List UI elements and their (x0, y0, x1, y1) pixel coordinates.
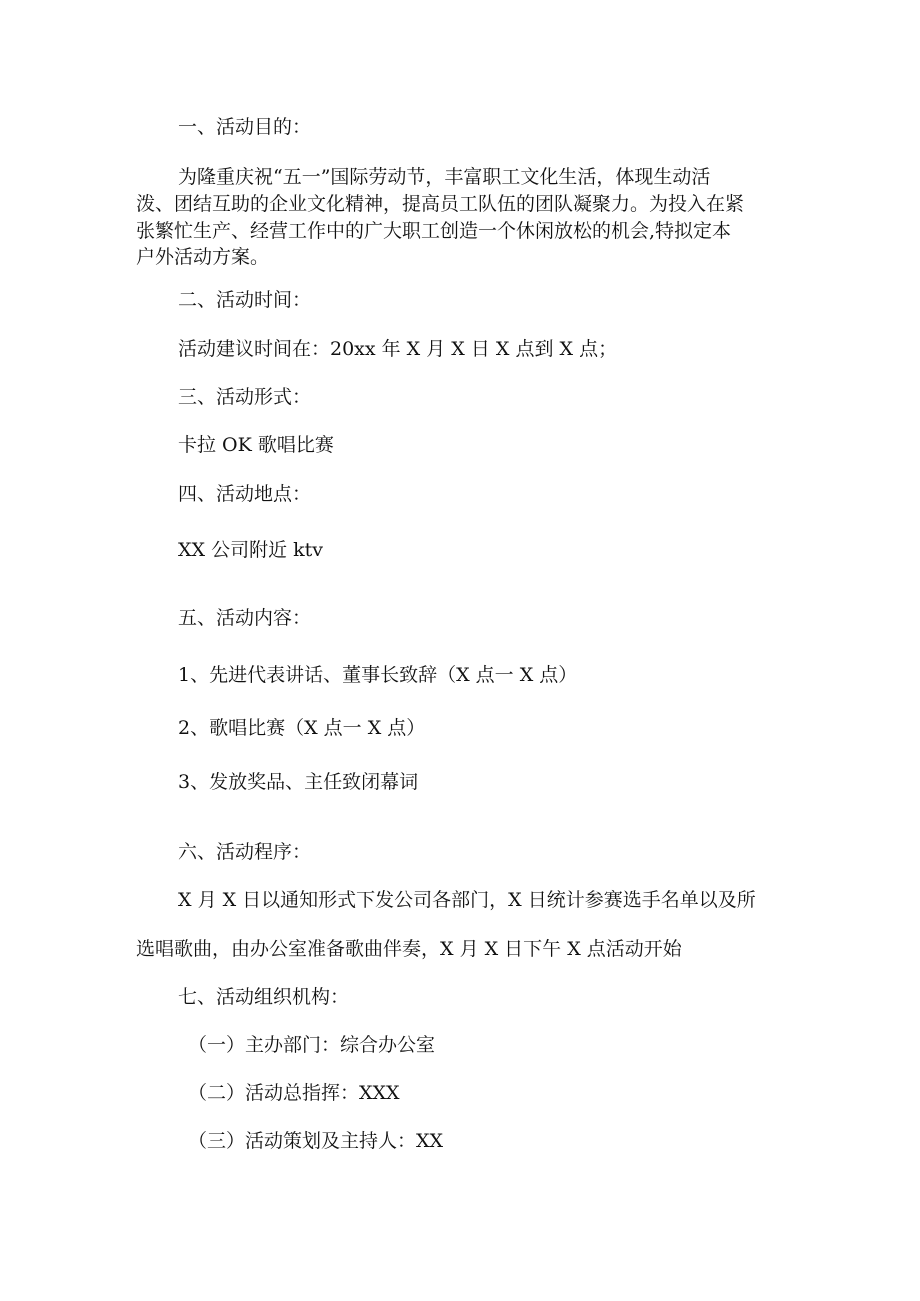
organization-heading: 七、活动组织机构： (178, 986, 350, 1008)
procedure-heading: 六、活动程序： (178, 841, 312, 863)
organization-item-3: （三）活动策划及主持人：XX (188, 1130, 444, 1152)
time-heading: 二、活动时间： (178, 289, 312, 311)
content-heading: 五、活动内容： (178, 607, 312, 629)
procedure-paragraph-line-2: 选唱歌曲，由办公室准备歌曲伴奏，X 月 X 日下午 X 点活动开始 (136, 938, 682, 960)
content-item-1: 1、先进代表讲话、董事长致辞（X 点一 X 点） (178, 664, 578, 686)
content-item-2: 2、歌唱比赛（X 点一 X 点） (178, 717, 426, 739)
purpose-paragraph-line-2: 泼、团结互助的企业文化精神，提高员工队伍的团队凝聚力。为投入在紧 (136, 193, 745, 215)
time-text: 活动建议时间在：20xx 年 X 月 X 日 X 点到 X 点； (178, 338, 618, 360)
form-heading: 三、活动形式： (178, 386, 312, 408)
purpose-heading: 一、活动目的： (178, 116, 312, 138)
purpose-paragraph-line-4: 户外活动方案。 (136, 246, 270, 268)
location-text: XX 公司附近 ktv (178, 539, 324, 561)
procedure-paragraph-line-1: X 月 X 日以通知形式下发公司各部门，X 日统计参赛选手名单以及所 (178, 889, 756, 911)
organization-item-2: （二）活动总指挥：XXX (188, 1082, 400, 1104)
organization-item-1: （一）主办部门：综合办公室 (188, 1034, 436, 1056)
form-text: 卡拉 OK 歌唱比赛 (178, 434, 334, 456)
content-item-3: 3、发放奖品、主任致闭幕词 (178, 771, 419, 793)
location-heading: 四、活动地点： (178, 483, 312, 505)
purpose-paragraph-line-3: 张繁忙生产、经营工作中的广大职工创造一个休闲放松的机会,特拟定本 (136, 220, 732, 242)
purpose-paragraph-line-1: 为隆重庆祝“五一”国际劳动节，丰富职工文化生活，体现生动活 (178, 166, 711, 188)
